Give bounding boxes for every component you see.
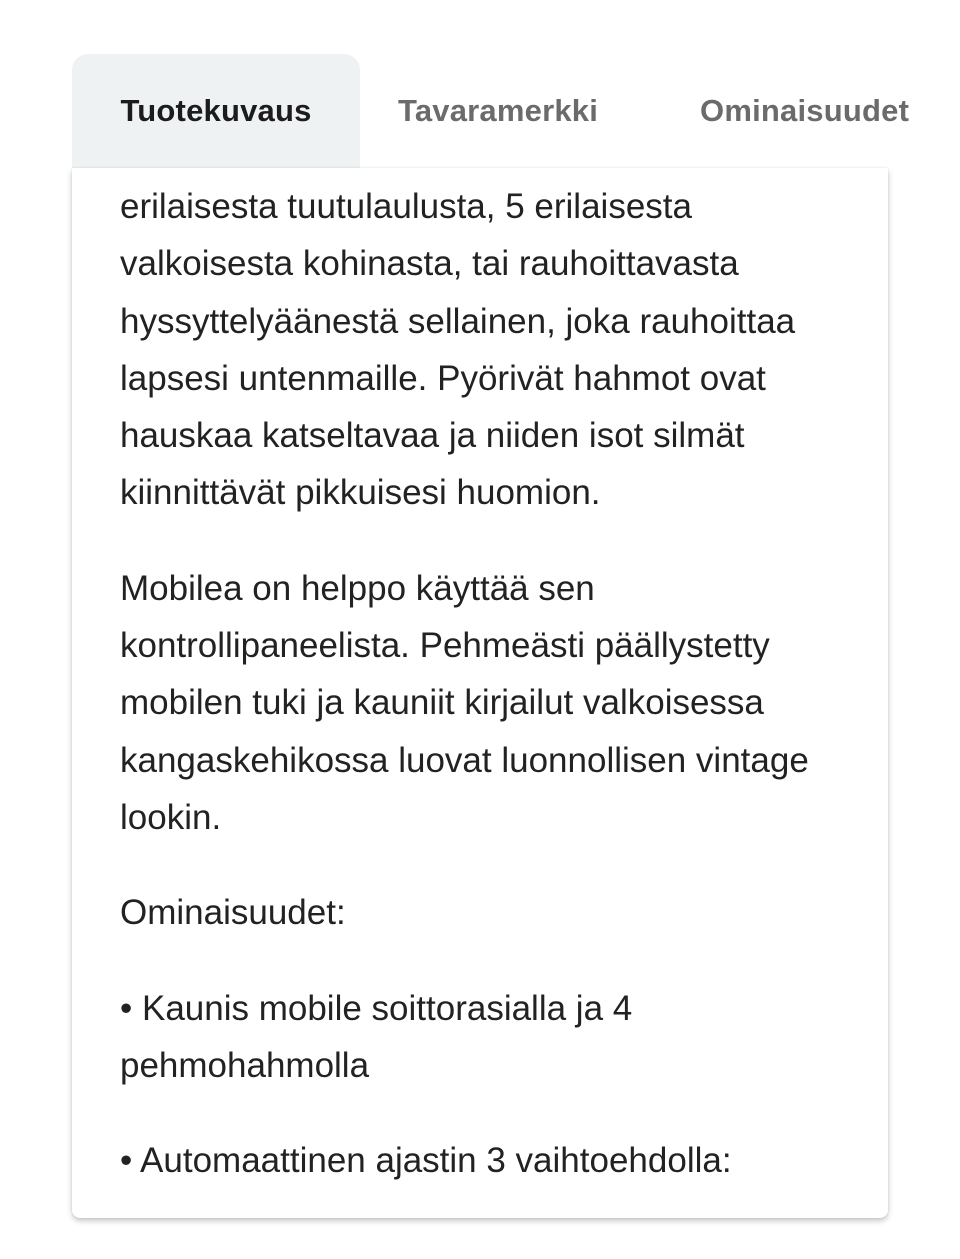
feature-item: • Kaunis mobile soittorasialla ja 4 pehmohahmolla xyxy=(120,988,633,1085)
features-heading: Ominaisuudet: xyxy=(120,893,346,933)
tab-features[interactable]: Ominaisuudet xyxy=(700,93,910,128)
tab-content-panel[interactable] xyxy=(72,168,888,1218)
product-description-text xyxy=(120,178,840,1227)
description-paragraph: Mobilea on helppo käyttää sen kontrollipaneelista. Pehmeästi päällystetty mobilen tuki ja kauniit kirjailut valkoisessa kangaskehikossa luovat luonnollisen vintage lookin. xyxy=(120,568,809,837)
product-tabs xyxy=(72,54,910,168)
tab-brand[interactable]: Tavaramerkki xyxy=(398,93,599,128)
description-paragraph: erilaisesta tuutulaulusta, 5 erilaisesta valkoisesta kohinasta, tai rauhoittavasta hyssyttelyäänestä sellainen, joka rauhoittaa lapsesi untenmaille. Pyörivät hahmot ovat hauskaa katseltavaa ja niiden isot silmät kiinnittävät pikkuisesi huomion. xyxy=(120,187,796,513)
feature-item: • Automaattinen ajastin 3 vaihtoehdolla: xyxy=(120,1141,732,1181)
tab-product-description[interactable]: Tuotekuvaus xyxy=(72,54,360,168)
